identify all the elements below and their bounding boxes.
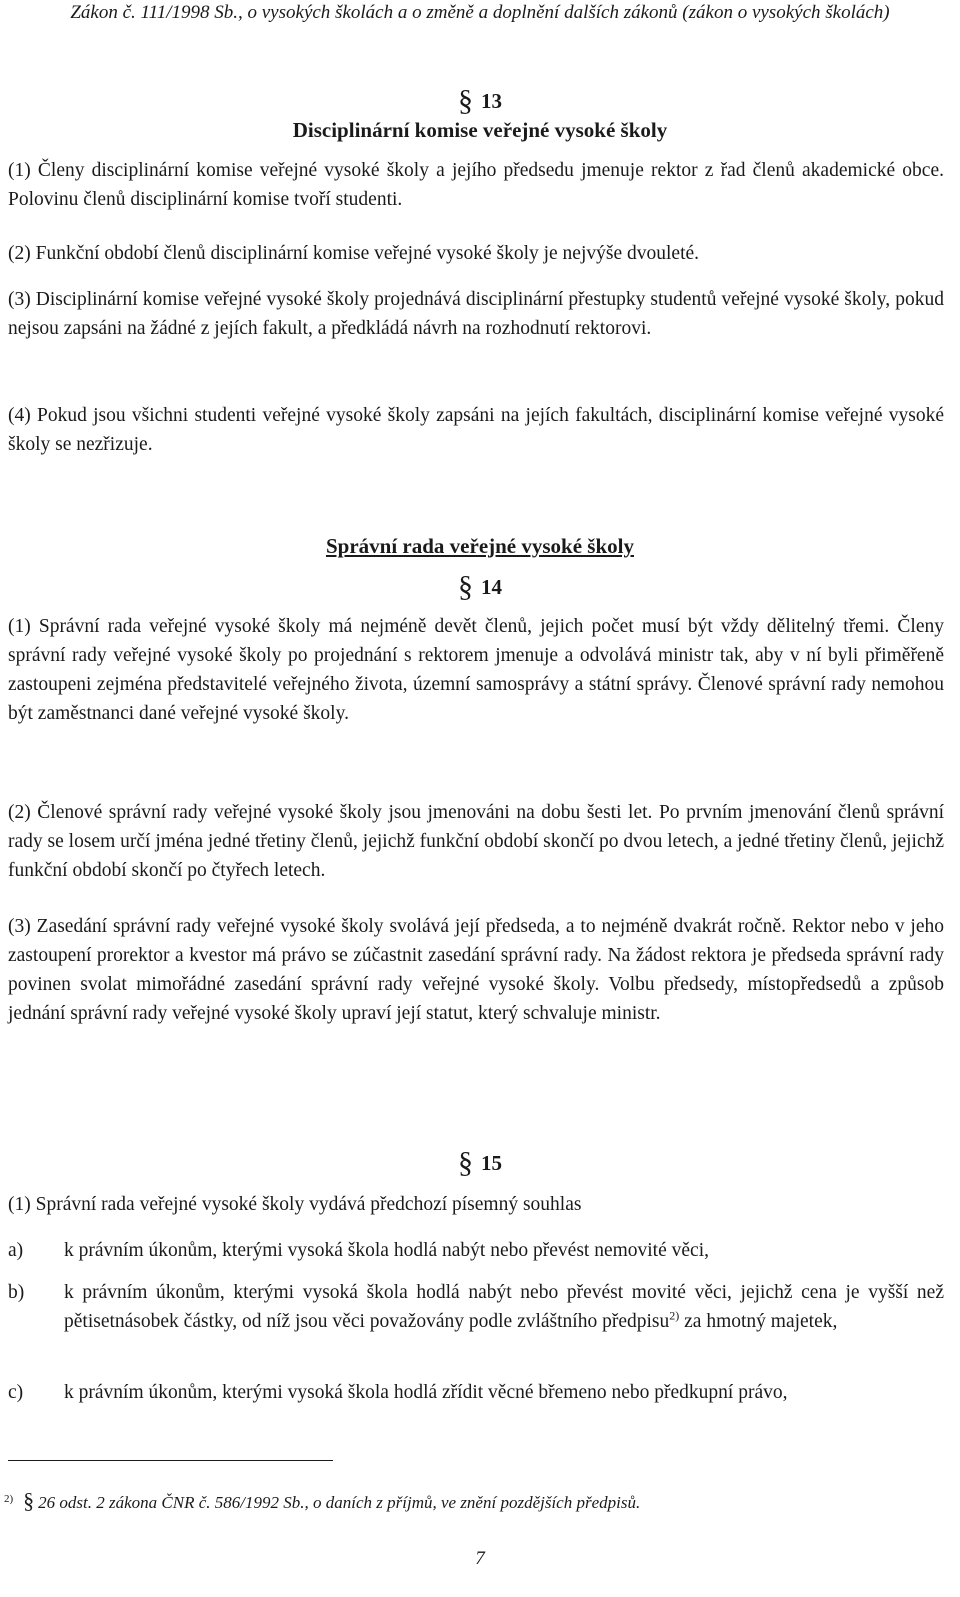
list-item: [8, 1236, 944, 1265]
section-symbol: §: [458, 570, 473, 603]
s13-paragraph-2: (2) Funkční období členů disciplinární komise veřejné vysoké školy je nejvýše dvouleté.: [8, 243, 700, 264]
s13-paragraph-4: (4) Pokud jsou všichni studenti veřejné vysoké školy zapsáni na jejích fakultách, disciplinární komise veřejné vysoké školy se nezřizuje.: [8, 405, 944, 455]
section-symbol: §: [458, 1146, 473, 1179]
s14-paragraph-1: (1) Správní rada veřejné vysoké školy má nejméně devět členů, jejich počet musí být vždy dělitelný třemi. Členy správní rady veřejné vysoké školy po projednání s rektorem jmenuje a odvolává ministr tak, aby v ní byli přiměřeně zastoupeni zejména představitelé veřejného života, územní samosprávy a státní správy. Členové správní rady nemohou být zaměstnanci dané veřejné vysoké školy.: [8, 616, 944, 724]
s13-paragraph-1: (1) Členy disciplinární komise veřejné vysoké školy a jejího předsedu jmenuje rektor z řad členů akademické obce. Polovinu členů disciplinární komise tvoří studenti.: [8, 160, 944, 210]
footnote-mark: 2): [4, 1493, 14, 1505]
section-number: 15: [481, 1151, 502, 1175]
list-item: [8, 1278, 944, 1336]
section-number: 13: [481, 89, 502, 113]
list-item: [8, 1378, 944, 1407]
list-item-letter: a): [8, 1240, 24, 1261]
section-14-number: [0, 570, 960, 603]
footnote-divider: [8, 1460, 333, 1461]
list-item-text-after: za hmotný majetek,: [679, 1311, 838, 1332]
list-item-text: k právním úkonům, kterými vysoká škola hodlá nabýt nebo převést nemovité věci,: [64, 1240, 709, 1261]
section-13-number: [0, 84, 960, 117]
list-item-text: [64, 1278, 944, 1336]
list-item-text-before: k právním úkonům, kterými vysoká škola hodlá nabýt nebo převést movité věci, jejichž cena je vyšší než pětisetnásobek částky, od níž jsou věci považovány podle zvláštního předpisu: [64, 1282, 944, 1332]
document-header: Zákon č. 111/1998 Sb., o vysokých školách a o změně a doplnění dalších zákonů (zákon o vysokých školách): [70, 2, 890, 23]
section-15-number: [0, 1146, 960, 1179]
s14-paragraph-3: (3) Zasedání správní rady veřejné vysoké školy svolává její předseda, a to nejméně dvakrát ročně. Rektor nebo v jeho zastoupení prorektor a kvestor má právo se zúčastnit zasedání správní rady. Na žádost rektora je předseda správní rady povinen svolat mimořádné zasedání správní rady veřejné vysoké školy. Volbu předsedy, místopředsedů a způsob jednání správní rady veřejné vysoké školy upraví její statut, který schvaluje ministr.: [8, 916, 944, 1024]
footnote-section-symbol: §: [23, 1488, 35, 1513]
page-number: 7: [475, 1548, 485, 1569]
s13-paragraph-3: (3) Disciplinární komise veřejné vysoké školy projednává disciplinární přestupky studentů veřejné vysoké školy, pokud nejsou zapsáni na žádné z jejích fakult, a předkládá návrh na rozhodnutí rektorovi.: [8, 289, 944, 339]
s14-paragraph-2: (2) Členové správní rady veřejné vysoké školy jsou jmenováni na dobu šesti let. Po prvním jmenování členů správní rady se losem určí jména jedné třetiny členů, jejichž funkční období skončí po dvou letech, a jedné třetiny členů, jejichž funkční období skončí po čtyřech letech.: [8, 802, 944, 881]
section-symbol: §: [458, 84, 473, 117]
footnote-reference: 2): [669, 1308, 680, 1323]
footnote: [4, 1488, 640, 1514]
list-item-letter: c): [8, 1382, 24, 1403]
section-number: 14: [481, 575, 502, 599]
s15-paragraph-1: (1) Správní rada veřejné vysoké školy vydává předchozí písemný souhlas: [8, 1194, 582, 1215]
footnote-text: 26 odst. 2 zákona ČNR č. 586/1992 Sb., o daních z příjmů, ve znění pozdějších předpisů.: [38, 1493, 641, 1512]
list-item-text: k právním úkonům, kterými vysoká škola hodlá zřídit věcné břemeno nebo předkupní právo,: [64, 1382, 788, 1403]
section-14-heading: Správní rada veřejné vysoké školy: [325, 534, 634, 558]
section-13-title: Disciplinární komise veřejné vysoké školy: [292, 118, 668, 142]
list-item-letter: b): [8, 1282, 25, 1303]
